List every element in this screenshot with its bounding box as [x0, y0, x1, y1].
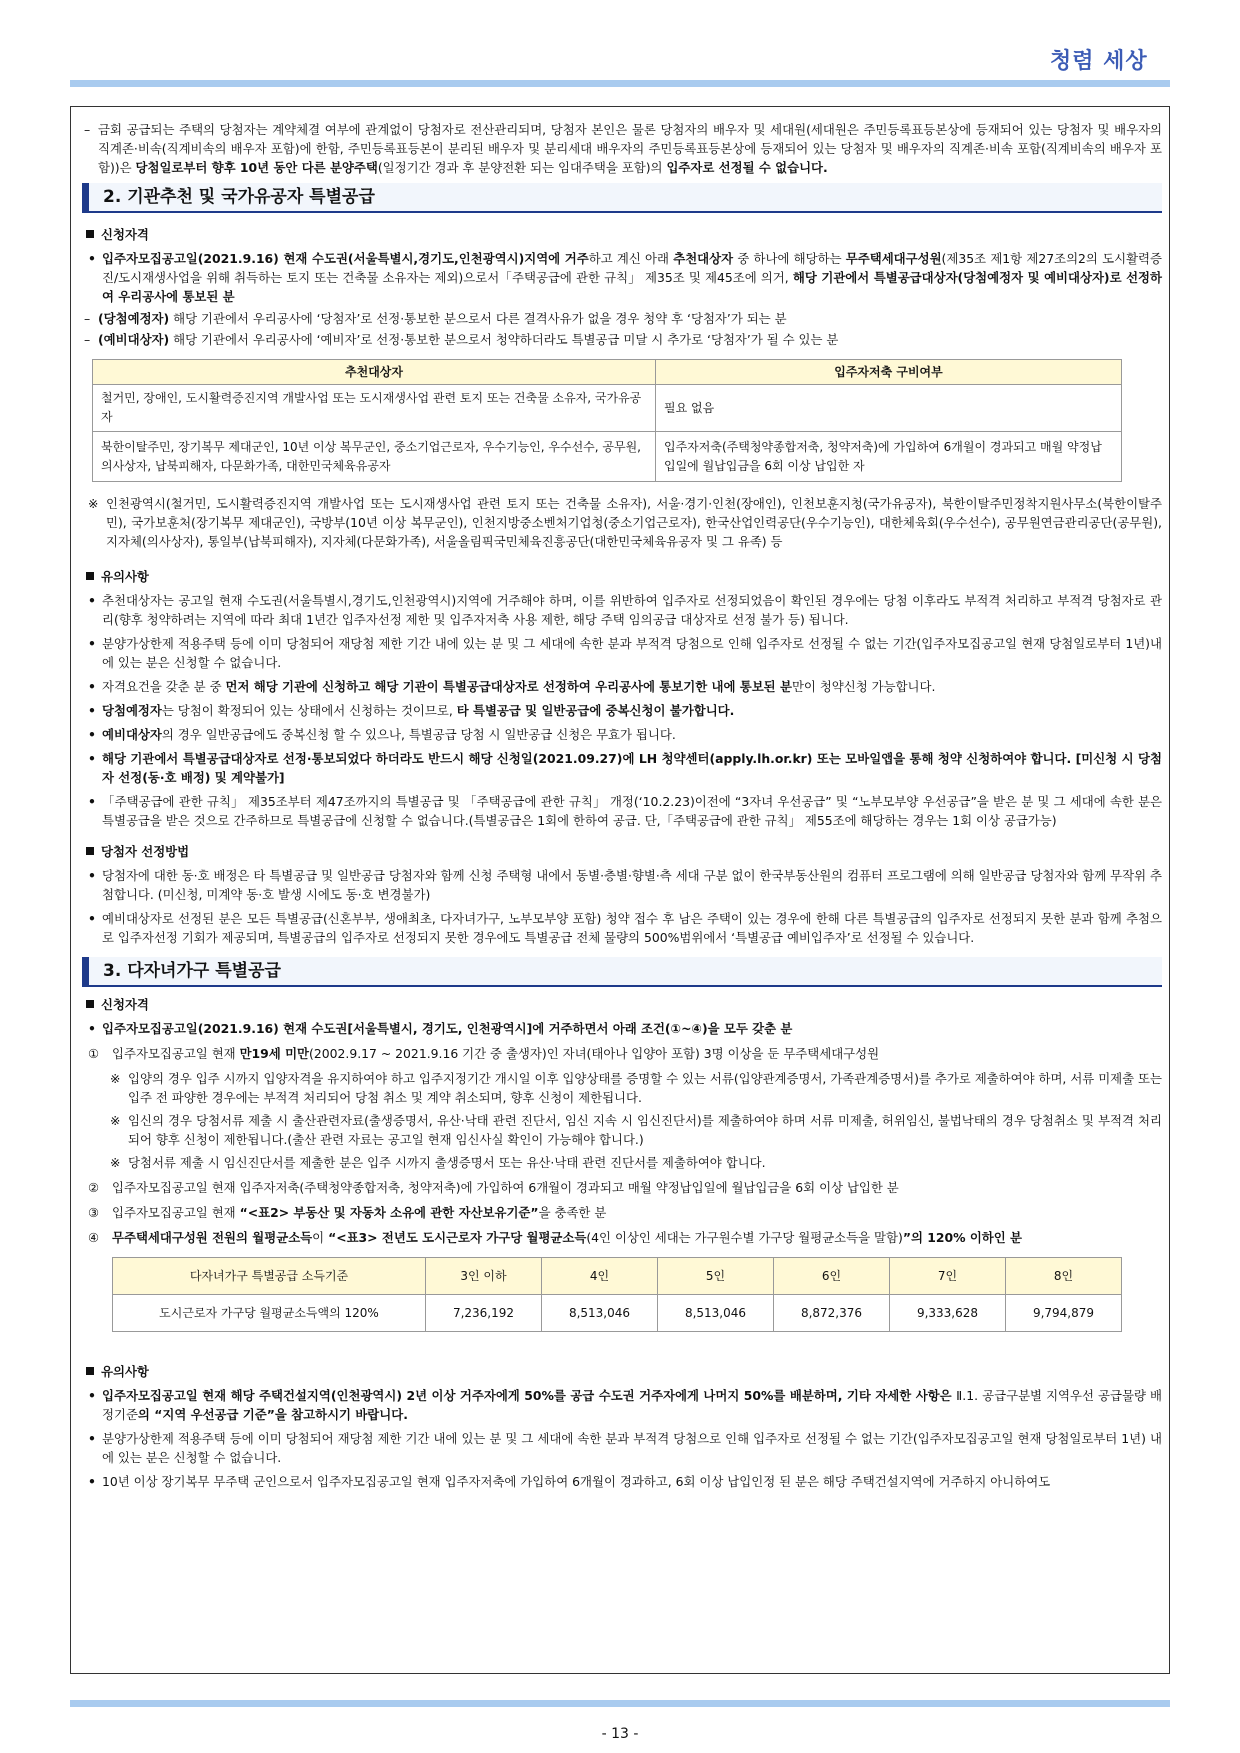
caution-item: • 당첨예정자는 당첨이 확정되어 있는 상태에서 신청하는 것이므로, 타 특별공급 및 일반공급에 중복신청이 불가합니다. [86, 701, 1162, 720]
caution-item: • 추천대상자는 공고일 현재 수도권(서울특별시,경기도,인천광역시)지역에 거주해야 하며, 이를 위반하여 입주자로 선정되었음이 확인된 경우에는 당첨 이후라도 부적격 처리하고 부적격 당첨자로 관리(향후 청약하려는 지역에 따라 최대 1년간 입주자선정 제한 및 입주자저축 사용 제한, 해당 주택 임의공급 대상자로 선정 불가 등) 됩니다. [86, 591, 1162, 629]
condition-4: ④ 무주택세대구성원 전원의 월평균소득이 “<표3> 전년도 도시근로자 가구당 월평균소득(4인 이상인 세대는 가구원수별 가구당 월평균소득을 말함)”의 120% 이하인 분 [88, 1230, 1023, 1245]
condition-subnote: ※ 당첨서류 제출 시 임신진단서를 제출한 분은 입주 시까지 출생증명서 또는 유산·낙태 관련 진단서를 제출하여야 합니다. [110, 1155, 766, 1170]
caution-item: • 10년 이상 장기복무 무주택 군인으로서 입주자모집공고일 현재 입주자저축에 가입하여 6개월이 경과하고, 6회 이상 납입인정 된 분은 해당 주택건설지역에 거주하지 아니하여도 [86, 1472, 1162, 1491]
section-3-cautions-heading: 유의사항 [86, 1362, 1162, 1381]
caution-item: • 분양가상한제 적용주택 등에 이미 당첨되어 재당첨 제한 기간 내에 있는 분 및 그 세대에 속한 분과 부적격 당첨으로 인해 입주자로 선정될 수 없는 기간(입주자모집공고일 현재 당첨일로부터 1년) 내에 있는 분은 신청할 수 없습니다. [86, 1429, 1162, 1467]
page-content [82, 120, 1162, 1494]
income-table [112, 1257, 1122, 1332]
intro-note: – 금회 공급되는 주택의 당첨자는 계약체결 여부에 관계없이 당첨자로 전산관리되며, 당첨자 본인은 물론 당첨자의 배우자 및 세대원(세대원은 주민등록표등본상에 등재되어 있는 당첨자 및 배우자의 직계존·비속(직계비속의 배우자 포함)에 한함, 주민등록표등본이 분리된 배우자 및 분리세대 배우자의 주민등록표등본상에 등재되어 있는 당첨자 및 배우자의 직계존·비속 포함(직계비속의 배우자 포함))은 당첨일로부터 향후 10년 동안 다른 분양주택(일정기간 경과 후 분양전환 되는 임대주택을 포함)의 입주자로 선정될 수 없습니다. [82, 120, 1162, 177]
table-header: 5인 [658, 1258, 774, 1295]
table-header: 8인 [1006, 1258, 1122, 1295]
selection-item: • 당첨자에 대한 동·호 배정은 타 특별공급 및 일반공급 당첨자와 함께 신청 주택형 내에서 동별·층별·향별·측 세대 구분 없이 한국부동산원의 컴퓨터 프로그램에 의해 일반공급 당첨자와 함께 무작위 추첨합니다. (미신청, 미계약 동·호 발생 시에도 동·호 변경불가) [86, 866, 1162, 904]
table-cell: 7,236,192 [426, 1295, 542, 1332]
selection-method-heading: 당첨자 선정방법 [86, 842, 1162, 861]
caution-item: • 「주택공급에 관한 규칙」 제35조부터 제47조까지의 특별공급 및 「주택공급에 관한 규칙」 개정(‘10.2.23)이전에 “3자녀 우선공급” 및 “노부모부양 우선공급”을 받은 분 및 그 세대에 속한 분은 특별공급을 받은 것으로 간주하므로 특별공급에 신청할 수 없습니다.(특별공급은 1회에 한하여 공급. 단,「주택공급에 관한 규칙」 제55조에 해당하는 경우는 1회 이상 공급가능) [86, 792, 1162, 830]
table-cell: 8,513,046 [658, 1295, 774, 1332]
table-cell: 입주자저축(주택청약종합저축, 청약저축)에 가입하여 6개월이 경과되고 매월 약정납입일에 월납입금을 6회 이상 납입한 자 [656, 432, 1122, 482]
condition-1: ① 입주자모집공고일 현재 만19세 미만(2002.9.17 ~ 2021.9.16 기간 중 출생자)인 자녀(태아나 입양아 포함) 3명 이상을 둔 무주택세대구성원 [88, 1046, 880, 1061]
recommendation-table [92, 359, 1122, 482]
condition-subnote: ※ 입양의 경우 입주 시까지 입양자격을 유지하여야 하고 입주지정기간 개시일 이후 입양상태를 증명할 수 있는 서류(입양관계증명서, 가족관계증명서)를 추가로 제출하여야 하며, 서류 미제출 또는 입주 전 파양한 경우에는 부적격 처리되어 당첨 취소 및 계약 취소되며, 향후 신청이 제한됩니다. [110, 1071, 1162, 1105]
selection-item: • 예비대상자로 선정된 분은 모든 특별공급(신혼부부, 생애최초, 다자녀가구, 노부모부양 포함) 청약 접수 후 남은 주택이 있는 경우에 한해 다른 특별공급의 입주자로 선정되지 못한 분과 함께 추첨으로 입주자선정 기회가 제공되며, 특별공급의 입주자로 선정되지 못한 경우에도 특별공급 전체 물량의 500%범위에서 ‘특별공급 예비입주자’로 선정될 수 있습니다. [86, 909, 1162, 947]
table-header: 3인 이하 [426, 1258, 542, 1295]
table-cell: 9,333,628 [890, 1295, 1006, 1332]
page-number: - 13 - [601, 1726, 639, 1742]
table-header: 다자녀가구 특별공급 소득기준 [113, 1258, 426, 1295]
header-bar [70, 80, 1170, 87]
integrity-logo: 청렴 세상 [1050, 48, 1148, 74]
table-header: 4인 [542, 1258, 658, 1295]
table-header: 입주자저축 구비여부 [656, 360, 1122, 385]
table-cell: 8,513,046 [542, 1295, 658, 1332]
table-cell: 북한이탈주민, 장기복무 제대군인, 10년 이상 복무군인, 중소기업근로자, 우수기능인, 우수선수, 공무원, 의사상자, 납북피해자, 다문화가족, 대한민국체육유공자 [93, 432, 656, 482]
table-cell: 필요 없음 [656, 385, 1122, 432]
agency-note: ※ 인천광역시(철거민, 도시활력증진지역 개발사업 또는 도시재생사업 관련 토지 또는 건축물 소유자), 서울·경기·인천(장애인), 인천보훈지청(국가유공자), 북한이탈주민정착지원사무소(북한이탈주민), 국가보훈처(장기복무 제대군인), 국방부(10년 이상 복무군인), 인천지방중소벤처기업청(중소기업근로자), 한국산업인력공단(우수기능인), 대한체육회(우수선수), 공무원연금관리공단(공무원), 지자체(의사상자), 통일부(납북피해자), 지자체(다문화가족), 서울올림픽국민체육진흥공단(대한민국체육유공자 및 그 유족) 등 [88, 496, 1162, 549]
section-2-title: 2. 기관추천 및 국가유공자 특별공급 [82, 183, 1162, 213]
condition-2: ② 입주자모집공고일 현재 입주자저축(주택청약종합저축, 청약저축)에 가입하여 6개월이 경과되고 매월 약정납입일에 월납입금을 6회 이상 납입한 분 [88, 1180, 899, 1195]
section-3-eligibility-heading: 신청자격 [86, 995, 1162, 1014]
table-header: 추천대상자 [93, 360, 656, 385]
caution-item: • 자격요건을 갖춘 분 중 먼저 해당 기관에 신청하고 해당 기관이 특별공급대상자로 선정하여 우리공사에 통보기한 내에 통보된 분만이 청약신청 가능합니다. [86, 677, 1162, 696]
caution-item: • 분양가상한제 적용주택 등에 이미 당첨되어 재당첨 제한 기간 내에 있는 분 및 그 세대에 속한 분과 부적격 당첨으로 인해 입주자로 선정될 수 없는 기간(입주자모집공고일 현재 당첨일로부터 1년)내에 있는 분은 신청할 수 없습니다. [86, 634, 1162, 672]
table-cell: 철거민, 장애인, 도시활력증진지역 개발사업 또는 도시재생사업 관련 토지 또는 건축물 소유자, 국가유공자 [93, 385, 656, 432]
caution-item: • 입주자모집공고일 현재 해당 주택건설지역(인천광역시) 2년 이상 거주자에게 50%를 공급 수도권 거주자에게 나머지 50%를 배분하며, 기타 자세한 사항은 Ⅱ.1. 공급구분별 지역우선 공급물량 배정기준의 “지역 우선공급 기준”을 참고하시기 바랍니다. [86, 1386, 1162, 1424]
section-2-eligibility-heading: 신청자격 [86, 225, 1162, 244]
caution-item: • 해당 기관에서 특별공급대상자로 선정·통보되었다 하더라도 반드시 해당 신청일(2021.09.27)에 LH 청약센터(apply.lh.or.kr) 또는 모바일앱을 통해 청약 신청하여야 합니다. [미신청 시 당첨자 선정(동·호 배정) 및 계약불가] [86, 749, 1162, 787]
reserve-candidate-note: – (예비대상자) 해당 기관에서 우리공사에 ‘예비자’로 선정·통보한 분으로서 청약하더라도 특별공급 미달 시 추가로 ‘당첨자’가 될 수 있는 분 [82, 330, 1162, 349]
section-3-title: 3. 다자녀가구 특별공급 [82, 957, 1162, 987]
table-header: 7인 [890, 1258, 1006, 1295]
winner-candidate-note: – (당첨예정자) 해당 기관에서 우리공사에 ‘당첨자’로 선정·통보한 분으로서 다른 결격사유가 없을 경우 청약 후 ‘당첨자’가 되는 분 [82, 309, 1162, 328]
section-2-eligibility-main: • 입주자모집공고일(2021.9.16) 현재 수도권(서울특별시,경기도,인천광역시)지역에 거주하고 계신 아래 추천대상자 중 하나에 해당하는 무주택세대구성원(제35조 제1항 제27조의2의 도시활력증진/도시재생사업을 위해 취득하는 토지 또는 건축물 소유자는 제외)으로서「주택공급에 관한 규칙」 제35조 및 제45조에 의거, 해당 기관에서 특별공급대상자(당첨예정자 및 예비대상자)로 선정하여 우리공사에 통보된 분 [86, 249, 1162, 306]
condition-3: ③ 입주자모집공고일 현재 “<표2> 부동산 및 자동차 소유에 관한 자산보유기준”을 충족한 분 [88, 1205, 607, 1220]
section-3-eligibility-main: • 입주자모집공고일(2021.9.16) 현재 수도권[서울특별시, 경기도, 인천광역시]에 거주하면서 아래 조건(①~④)을 모두 갖춘 분 [86, 1019, 1162, 1038]
section-2-cautions-heading: 유의사항 [86, 567, 1162, 586]
caution-item: • 예비대상자의 경우 일반공급에도 중복신청 할 수 있으나, 특별공급 당첨 시 일반공급 신청은 무효가 됩니다. [86, 725, 1162, 744]
table-header: 6인 [774, 1258, 890, 1295]
table-cell: 8,872,376 [774, 1295, 890, 1332]
condition-subnote: ※ 임신의 경우 당첨서류 제출 시 출산관련자료(출생증명서, 유산·낙태 관련 진단서, 임신 지속 시 임신진단서)를 제출하여야 하며 서류 미제출, 허위임신, 불법낙태의 경우 당첨취소 및 부적격 처리되어 향후 신청이 제한됩니다.(출산 관련 자료는 공고일 현재 임신사실 확인이 가능해야 합니다.) [110, 1113, 1162, 1147]
table-cell: 도시근로자 가구당 월평균소득액의 120% [113, 1295, 426, 1332]
footer-bar [70, 1700, 1170, 1707]
table-cell: 9,794,879 [1006, 1295, 1122, 1332]
